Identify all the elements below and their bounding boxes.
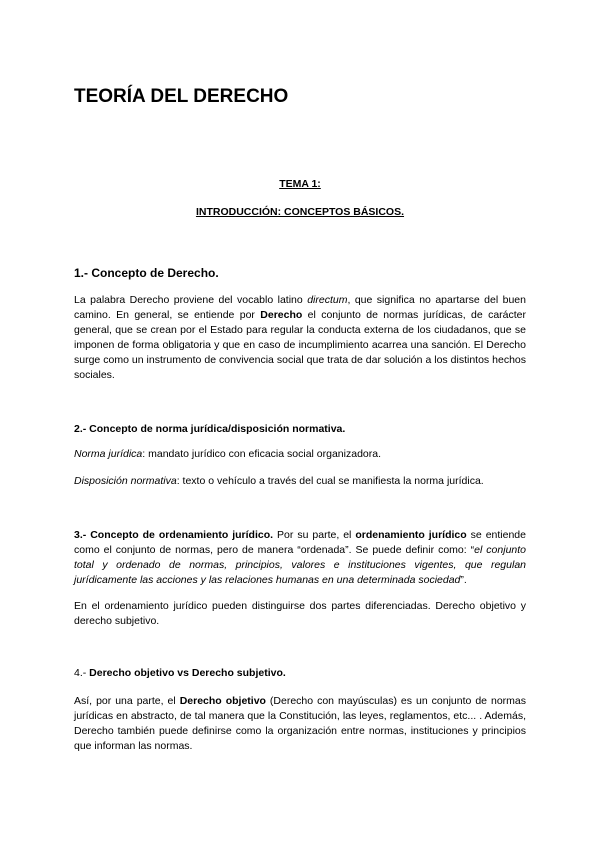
- topic-number: TEMA 1:: [279, 178, 321, 190]
- definition-disposicion-normativa: Disposición normativa: texto o vehículo a través del cual se manifiesta la norma jurídica.: [74, 475, 484, 487]
- section-3-paragraph-2: En el ordenamiento jurídico pueden distinguirse dos partes diferenciadas. Derecho objetivo y derecho subjetivo.: [74, 600, 526, 627]
- section-3-heading: 3.- Concepto de ordenamiento jurídico.: [74, 529, 274, 541]
- section-1-paragraph: La palabra Derecho proviene del vocablo latino directum, que significa no apartarse del buen camino. En general, se entiende por Derecho el conjunto de normas jurídicas, de carácter general, que se crean por el Estado para regular la conducta externa de los ciudadanos, que se imponen de forma obligatoria y que en caso de incumplimiento acarrea una sanción. El Derecho surge como un instrumento de convivencia social que trata de dar solución a los distintos hechos sociales.: [74, 294, 527, 381]
- section-3-paragraph: 3.- Concepto de ordenamiento jurídico. Por su parte, el ordenamiento jurídico se entiende como el conjunto de normas, pero de manera “ordenada”. Se puede definir como: “el conjunto total y ordenado de normas, principios, valores e instituciones vigentes, que regulan jurídicamente las acciones y las relaciones humanas en una determinada sociedad”.: [74, 529, 527, 586]
- section-2-heading: 2.- Concepto de norma jurídica/disposición normativa.: [74, 423, 346, 435]
- document-title: TEORÍA DEL DERECHO: [74, 86, 289, 107]
- section-1-heading: 1.- Concepto de Derecho.: [74, 266, 219, 280]
- definition-norma-juridica: Norma jurídica: mandato jurídico con eficacia social organizadora.: [74, 448, 381, 460]
- section-4-paragraph: Así, por una parte, el Derecho objetivo (Derecho con mayúsculas) es un conjunto de normas jurídicas en abstracto, de tal manera que la Constitución, las leyes, reglamentos, etc... . Además, Derecho también puede definirse como la organización entre normas, instituciones y principios que informan las normas.: [74, 695, 526, 752]
- topic-title: INTRODUCCIÓN: CONCEPTOS BÁSICOS.: [195, 206, 405, 218]
- section-4-heading: 4.- Derecho objetivo vs Derecho subjetivo.: [74, 667, 286, 679]
